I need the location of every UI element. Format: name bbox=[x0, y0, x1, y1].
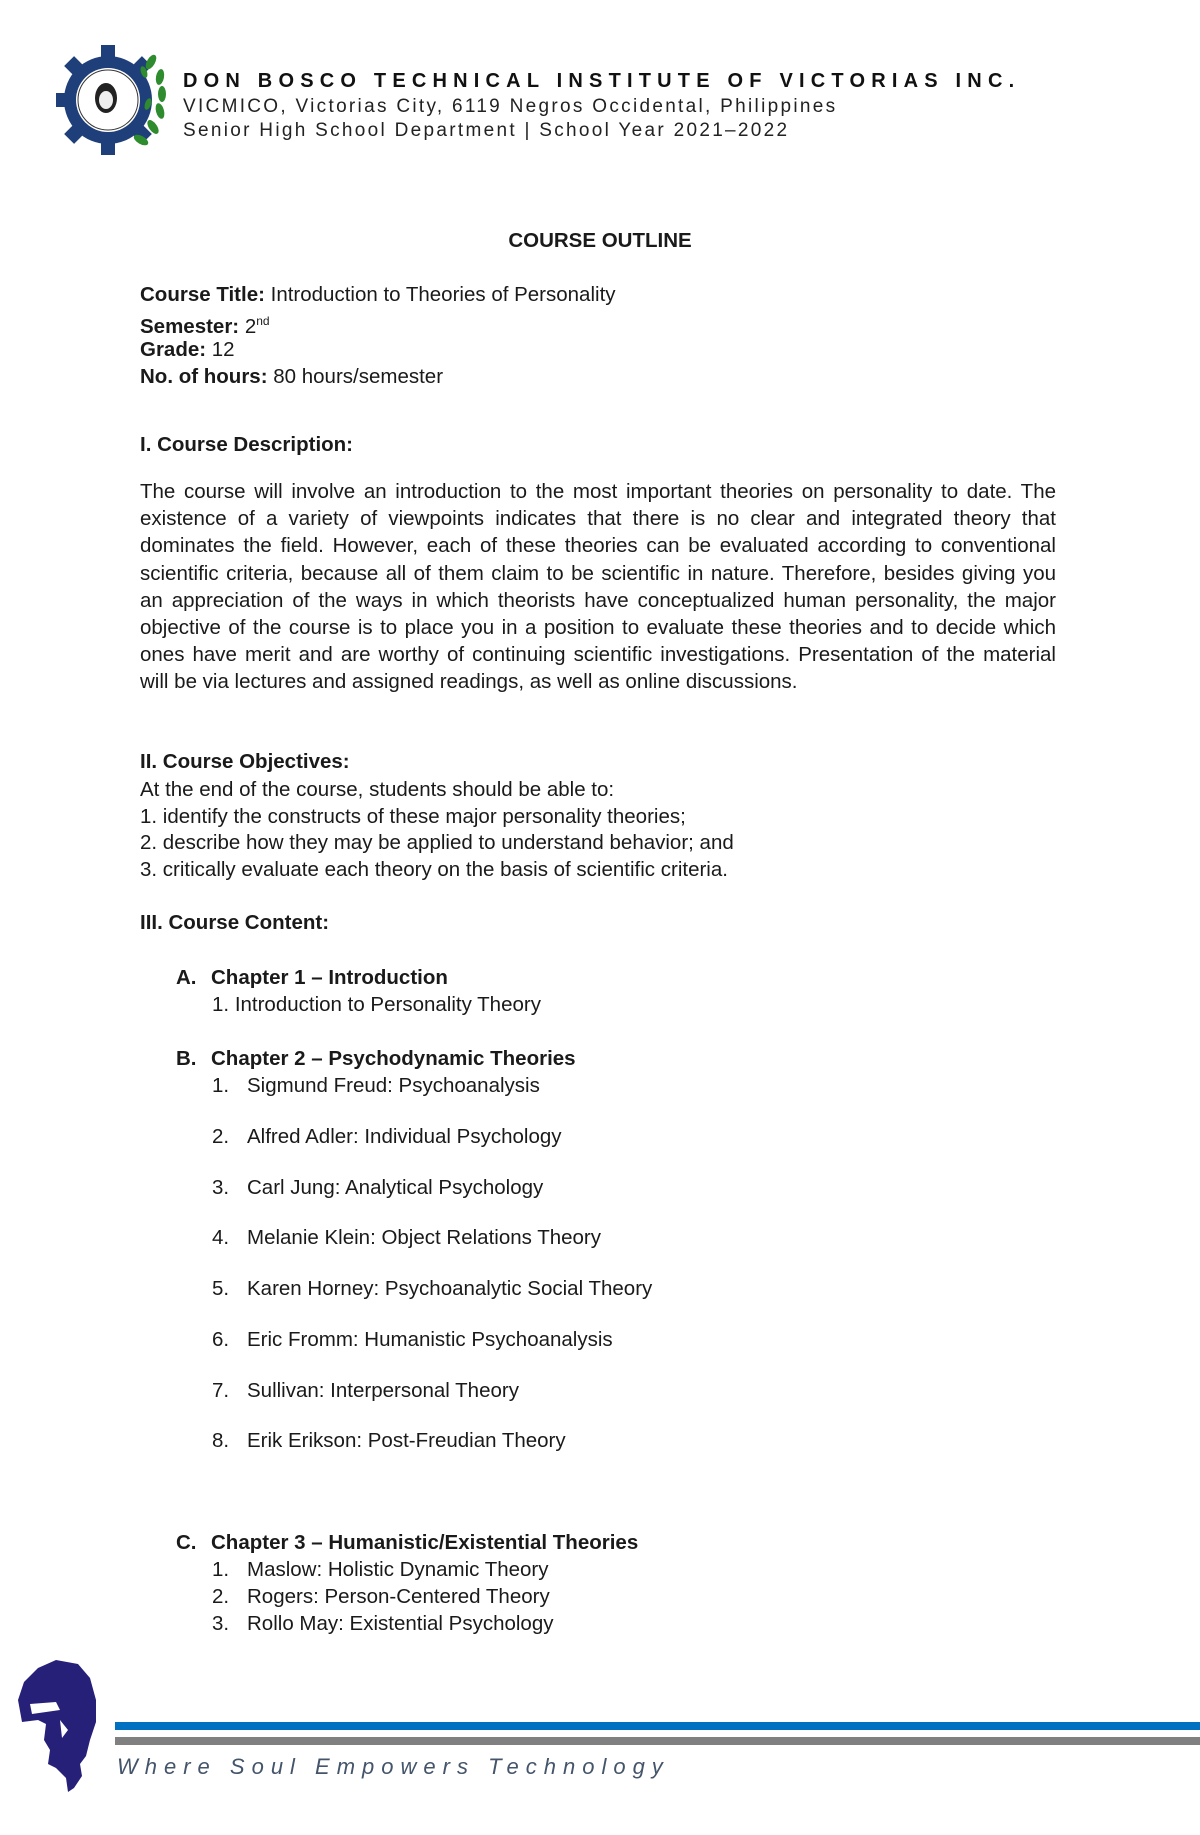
label: Grade: bbox=[140, 338, 207, 361]
list-item bbox=[212, 1427, 566, 1454]
department-year: Senior High School Department | School Year 2021–2022 bbox=[183, 120, 790, 141]
chapter-title: Chapter 1 – Introduction bbox=[211, 966, 448, 989]
section-heading: II. Course Objectives: bbox=[140, 750, 350, 773]
item-text: Melanie Klein: Object Relations Theory bbox=[247, 1226, 601, 1249]
page-title: COURSE OUTLINE bbox=[508, 229, 692, 252]
item-text: Sullivan: Interpersonal Theory bbox=[247, 1379, 519, 1402]
item-text: Sigmund Freud: Psychoanalysis bbox=[247, 1074, 540, 1097]
course-title-row bbox=[140, 281, 616, 308]
objective-item: 1. identify the constructs of these major personality theories; bbox=[140, 805, 686, 828]
item-number: 5. bbox=[212, 1277, 230, 1300]
objective-item: 2. describe how they may be applied to understand behavior; and bbox=[140, 831, 734, 854]
objectives-intro: At the end of the course, students should be able to: bbox=[140, 778, 615, 801]
value: 12 bbox=[206, 338, 235, 361]
section-heading: III. Course Content: bbox=[140, 911, 330, 934]
item-number: 8. bbox=[212, 1429, 230, 1452]
footer-grey-rule bbox=[115, 1737, 1200, 1745]
item-number: 1. bbox=[212, 1074, 230, 1097]
chapter-letter: A. bbox=[176, 966, 197, 989]
chapter-title: Chapter 3 – Humanistic/Existential Theories bbox=[211, 1531, 639, 1554]
list-item bbox=[212, 1072, 540, 1099]
value: 2 bbox=[239, 314, 257, 338]
item-number: 1. bbox=[212, 993, 230, 1016]
item-text: Eric Fromm: Humanistic Psychoanalysis bbox=[247, 1328, 613, 1351]
list-item bbox=[212, 1556, 549, 1583]
hours-row bbox=[140, 363, 443, 390]
list-item bbox=[212, 1326, 613, 1353]
item-number: 3. bbox=[212, 1176, 230, 1199]
item-text: Rogers: Person-Centered Theory bbox=[247, 1585, 550, 1608]
item-number: 4. bbox=[212, 1226, 230, 1249]
section-heading: I. Course Description: bbox=[140, 433, 354, 456]
list-item bbox=[212, 1610, 554, 1637]
item-number: 3. bbox=[212, 1612, 230, 1635]
item-text: Alfred Adler: Individual Psychology bbox=[247, 1125, 562, 1148]
list-item bbox=[212, 1123, 562, 1150]
institution-address: VICMICO, Victorias City, 6119 Negros Occidental, Philippines bbox=[183, 96, 838, 117]
chapter-heading bbox=[176, 1045, 576, 1072]
chapter-letter: B. bbox=[176, 1047, 197, 1070]
founder-portrait-icon bbox=[16, 1660, 106, 1792]
footer-blue-rule bbox=[115, 1722, 1200, 1730]
institution-name: DON BOSCO TECHNICAL INSTITUTE OF VICTORIAS INC. bbox=[183, 70, 1021, 92]
value: Introduction to Theories of Personality bbox=[264, 283, 616, 306]
label: Course Title: bbox=[140, 283, 265, 306]
chapter-heading bbox=[176, 1529, 638, 1556]
list-item bbox=[212, 1377, 519, 1404]
chapter-letter: C. bbox=[176, 1531, 197, 1554]
item-number: 7. bbox=[212, 1379, 230, 1402]
item-text: Erik Erikson: Post-Freudian Theory bbox=[247, 1429, 566, 1452]
list-item bbox=[212, 1224, 601, 1251]
item-text: Karen Horney: Psychoanalytic Social Theory bbox=[247, 1277, 653, 1300]
superscript: nd bbox=[256, 314, 270, 328]
list-item bbox=[212, 991, 541, 1018]
list-item bbox=[212, 1275, 652, 1302]
list-item bbox=[212, 1174, 543, 1201]
item-number: 6. bbox=[212, 1328, 230, 1351]
item-number: 2. bbox=[212, 1125, 230, 1148]
footer-motto: Where Soul Empowers Technology bbox=[117, 1754, 670, 1779]
item-number: 2. bbox=[212, 1585, 230, 1608]
chapter-heading bbox=[176, 964, 448, 991]
chapter-title: Chapter 2 – Psychodynamic Theories bbox=[211, 1047, 576, 1070]
item-text: Maslow: Holistic Dynamic Theory bbox=[247, 1558, 549, 1581]
item-text: Carl Jung: Analytical Psychology bbox=[247, 1176, 544, 1199]
label: Semester: bbox=[140, 314, 240, 338]
item-text: Introduction to Personality Theory bbox=[234, 993, 541, 1016]
description-paragraph: The course will involve an introduction to the most important theories on personality to date. The existence of a variety of viewpoints indicates that there is no clear and integrated theory that dominates the field. However, each of these theories can be evaluated according to conventional scientific criteria, because all of them claim to be scientific in nature. Therefore, besides giving you an appreciation of the ways in which theorists have conceptualized human personality, the major objective of the course is to place you in a position to evaluate these theories and to decide which ones have merit and are worthy of continuing scientific investigations. Presentation of the material will be via lectures and assigned readings, as well as online discussions. bbox=[140, 480, 1056, 694]
value: 80 hours/semester bbox=[267, 365, 444, 388]
list-item bbox=[212, 1583, 550, 1610]
item-text: Rollo May: Existential Psychology bbox=[247, 1612, 554, 1635]
grade-row bbox=[140, 336, 235, 363]
label: No. of hours: bbox=[140, 365, 268, 388]
objective-item: 3. critically evaluate each theory on the basis of scientific criteria. bbox=[140, 858, 728, 881]
item-number: 1. bbox=[212, 1558, 230, 1581]
school-seal-logo bbox=[56, 42, 174, 158]
